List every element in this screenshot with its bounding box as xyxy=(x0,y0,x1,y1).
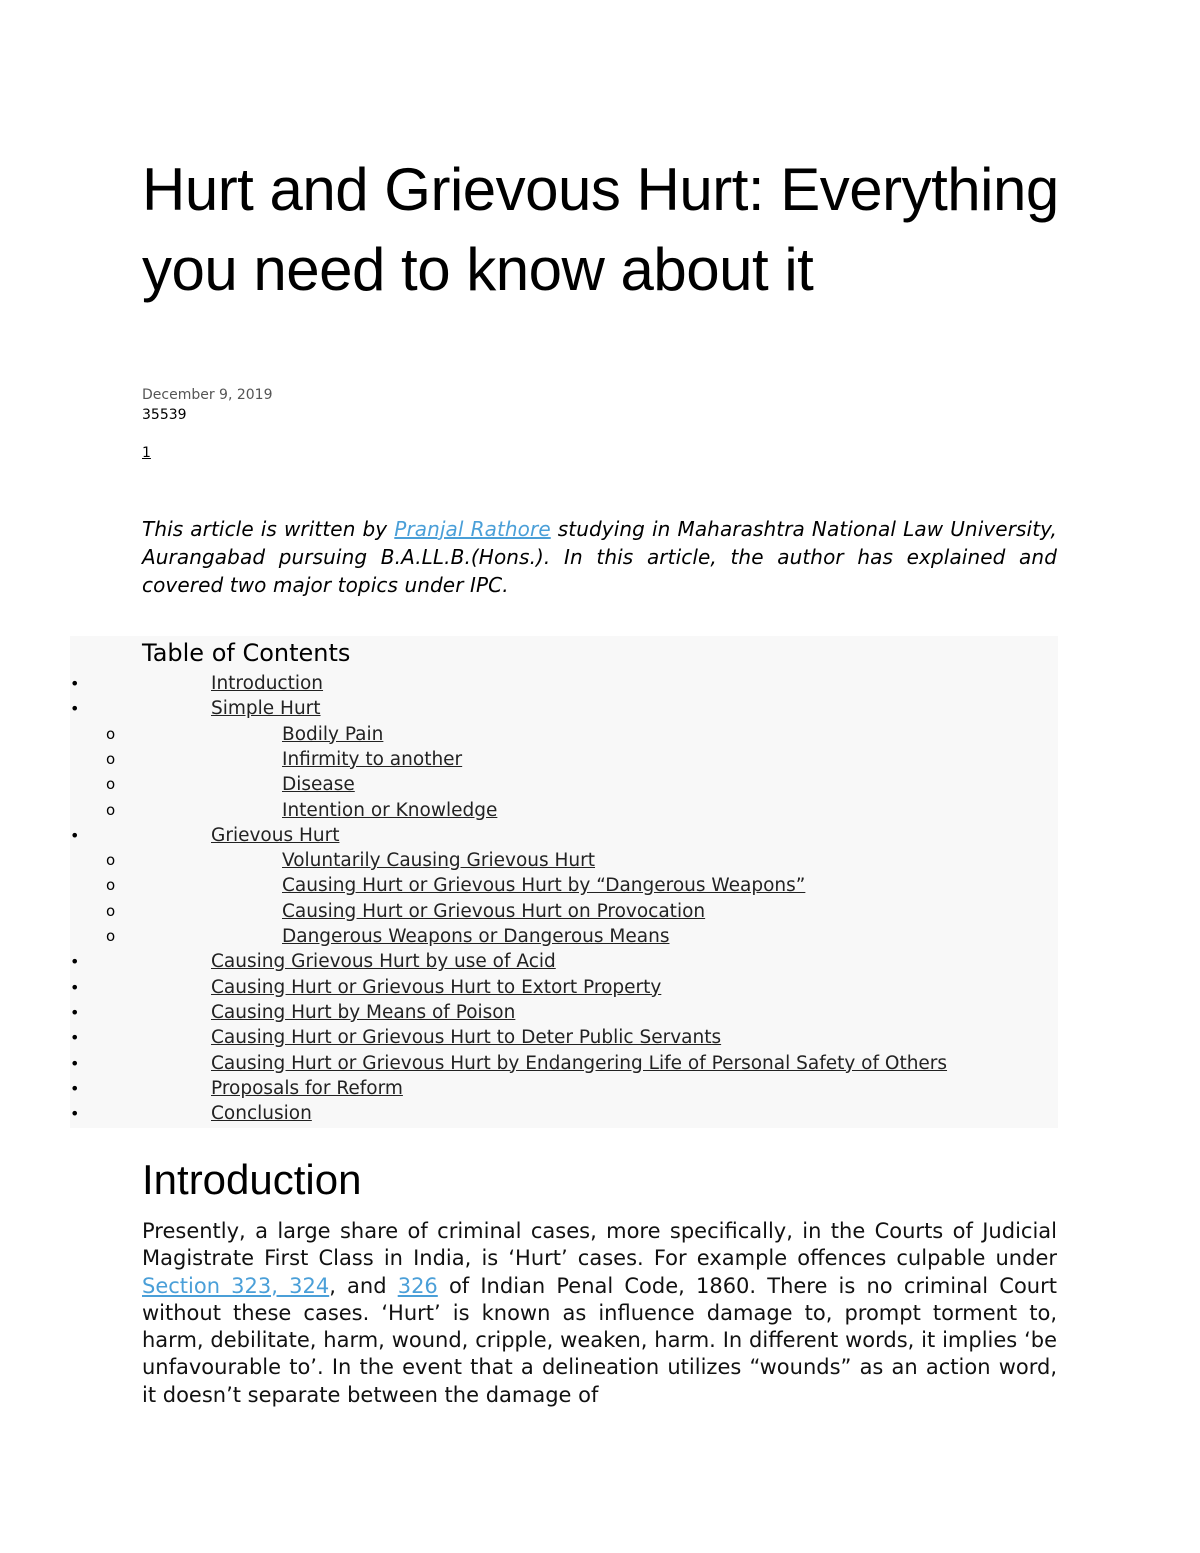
circle-bullet-icon: o xyxy=(106,876,116,895)
table-of-contents xyxy=(70,636,1058,1128)
circle-bullet-icon: o xyxy=(106,800,116,819)
circle-bullet-icon: o xyxy=(106,851,116,870)
toc-item xyxy=(70,823,1058,848)
toc-item xyxy=(70,671,1058,696)
view-count: 35539 xyxy=(142,407,187,423)
toc-link[interactable]: Conclusion xyxy=(211,1103,312,1125)
circle-bullet-icon: o xyxy=(106,901,116,920)
bullet-icon: • xyxy=(70,952,80,972)
section-326-link[interactable]: 326 xyxy=(397,1273,438,1298)
toc-link[interactable]: Causing Hurt by Means of Poison xyxy=(211,1001,516,1023)
toc-item xyxy=(70,1076,1058,1101)
article-title: Hurt and Grievous Hurt: Everything you need to know about it xyxy=(142,156,1059,303)
bullet-icon: • xyxy=(70,699,80,719)
toc-item xyxy=(70,772,1058,797)
circle-bullet-icon: o xyxy=(106,724,116,743)
toc-link[interactable]: Introduction xyxy=(211,673,324,694)
toc-item xyxy=(70,747,1058,772)
toc-item xyxy=(70,1051,1058,1076)
author-note xyxy=(142,515,1057,599)
bullet-icon: • xyxy=(70,825,80,845)
intro-text-3: of Indian Penal Code, 1860. There is no criminal Court without these cases. ‘Hurt’ is known as influence damage to, prompt torment to, harm, debilitate, harm, wound, cripple, weaken, harm. In different words, it implies ‘be unfavourable to’. In the event that a delineation utilizes “wounds” as an action word, it doesn’t separate between the damage of xyxy=(142,1273,1057,1407)
section-heading-introduction: Introduction xyxy=(142,1156,362,1203)
toc-link[interactable]: Voluntarily Causing Grievous Hurt xyxy=(282,850,596,872)
bullet-icon: • xyxy=(70,674,80,693)
toc-link[interactable]: Infirmity to another xyxy=(282,748,463,770)
comment-count-link[interactable]: 1 xyxy=(142,445,151,461)
author-note-suffix: studying in Maharashtra National Law University, Aurangabad pursuing B.A.LL.B.(Hons.). In this article, the author has explained and covered two major topics under IPC. xyxy=(142,517,1057,597)
toc-link[interactable]: Causing Hurt or Grievous Hurt to Extort Property xyxy=(211,976,662,998)
toc-item xyxy=(70,798,1058,823)
intro-text-1: Presently, a large share of criminal cases, more specifically, in the Courts of Judicial Magistrate First Class in India, is ‘Hurt’ cases. For example offences culpable under xyxy=(142,1219,1057,1271)
toc-item xyxy=(70,873,1058,898)
circle-bullet-icon: o xyxy=(106,775,116,794)
toc-link[interactable]: Proposals for Reform xyxy=(211,1077,403,1099)
intro-text-2: , and xyxy=(329,1273,398,1298)
toc-item xyxy=(70,1025,1058,1050)
bullet-icon: • xyxy=(70,1078,80,1098)
bullet-icon: • xyxy=(70,1104,80,1124)
toc-link[interactable]: Causing Hurt or Grievous Hurt on Provocation xyxy=(282,900,706,922)
toc-link[interactable]: Simple Hurt xyxy=(211,698,321,720)
toc-link[interactable]: Causing Hurt or Grievous Hurt by “Dangerous Weapons” xyxy=(282,875,806,897)
author-note-prefix: This article is written by xyxy=(142,517,395,541)
toc-item xyxy=(70,975,1058,1000)
publish-date: December 9, 2019 xyxy=(142,387,273,403)
toc-item xyxy=(70,899,1058,924)
toc-item xyxy=(70,1101,1058,1126)
bullet-icon: • xyxy=(70,1053,80,1073)
toc-link[interactable]: Intention or Knowledge xyxy=(282,799,498,821)
author-link[interactable]: Pranjal Rathore xyxy=(394,517,551,541)
toc-link[interactable]: Disease xyxy=(282,774,355,796)
toc-link[interactable]: Dangerous Weapons or Dangerous Means xyxy=(282,926,670,947)
circle-bullet-icon: o xyxy=(106,749,116,768)
toc-item xyxy=(70,848,1058,873)
bullet-icon: • xyxy=(70,977,80,997)
toc-item xyxy=(70,949,1058,974)
toc-item xyxy=(70,924,1058,949)
toc-item xyxy=(70,1000,1058,1025)
bullet-icon: • xyxy=(70,1028,80,1048)
introduction-paragraph xyxy=(142,1218,1057,1408)
toc-link[interactable]: Grievous Hurt xyxy=(211,824,340,846)
circle-bullet-icon: o xyxy=(106,927,116,945)
toc-title: Table of Contents xyxy=(142,639,351,667)
toc-item xyxy=(70,722,1058,747)
bullet-icon: • xyxy=(70,1002,80,1022)
toc-link[interactable]: Causing Hurt or Grievous Hurt by Endangering Life of Personal Safety of Others xyxy=(211,1052,948,1074)
toc-link[interactable]: Causing Grievous Hurt by use of Acid xyxy=(211,951,556,973)
toc-link[interactable]: Bodily Pain xyxy=(282,723,384,745)
toc-link[interactable]: Causing Hurt or Grievous Hurt to Deter Public Servants xyxy=(211,1027,722,1049)
toc-item xyxy=(70,696,1058,721)
section-323-324-link[interactable]: Section 323, 324 xyxy=(142,1273,330,1298)
